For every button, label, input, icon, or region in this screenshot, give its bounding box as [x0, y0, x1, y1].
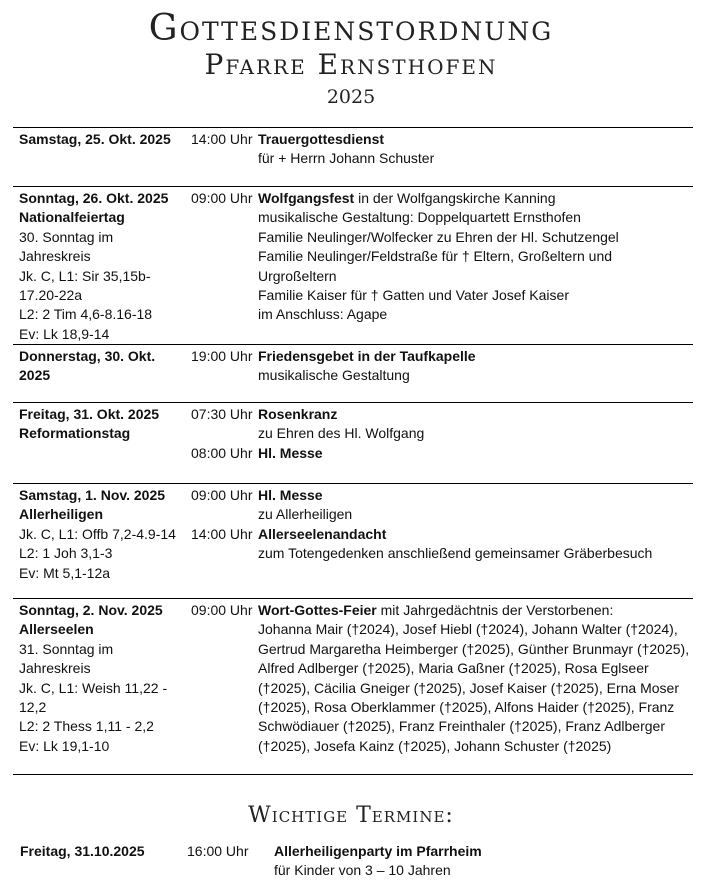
entry-time: 09:00 Uhr: [191, 190, 253, 206]
entry-detail: musikalische Gestaltung: Doppelquartett Ernsthofen: [258, 209, 581, 226]
entry-detail: Familie Kaiser für † Gatten und Vater Josef Kaiser: [258, 287, 569, 304]
day-info: 2025: [19, 367, 51, 384]
entry-time: 14:00 Uhr: [191, 131, 253, 147]
day-cell: [19, 347, 184, 386]
day-cell: [19, 486, 184, 583]
day-info: Jk. C, L1: Offb 7,2-4.9-14: [19, 525, 176, 542]
entry-title: [258, 486, 693, 505]
day-date: Samstag, 25. Okt. 2025: [19, 131, 171, 147]
entry-title-bold: Allerseelenandacht: [258, 526, 387, 542]
day-info: 12,2: [19, 699, 47, 716]
entry-title-bold: Wort-Gottes-Feier: [258, 602, 377, 618]
day-info: L2: 1 Joh 3,1-3: [19, 545, 113, 562]
entry-title-bold: Hl. Messe: [258, 445, 323, 461]
day-info: L2: 2 Tim 4,6-8.16-18: [19, 306, 153, 323]
day-info: 30. Sonntag im: [19, 228, 114, 245]
schedule-row: [13, 403, 693, 484]
entry-title: [258, 601, 693, 620]
entry-detail: für + Herrn Johann Schuster: [258, 150, 435, 167]
entry-title: [258, 444, 693, 463]
entry-detail: Johanna Mair (†2024), Josef Hiebl (†2024), Johann Walter (†2024),: [258, 621, 678, 638]
entry-detail: zum Totengedenken anschließend gemeinsamer Gräberbesuch: [258, 545, 653, 562]
entry-time: 08:00 Uhr: [191, 445, 253, 461]
entry-title-rest: in der Wolfgangskirche Kanning: [354, 190, 556, 206]
parish-name: Pfarre Ernsthofen: [204, 48, 498, 81]
entry-detail: (†2025), Rosa Oberklammer (†2025), Alfons Haider (†2025), Franz: [258, 699, 675, 716]
day-info: Reformationstag: [19, 425, 131, 442]
entry-time: 14:00 Uhr: [191, 526, 253, 542]
event-title: Allerheiligenparty im Pfarrheim: [274, 843, 482, 859]
entry-detail: (†2025), Cäcilia Gneiger (†2025), Josef Kaiser (†2025), Erna Moser: [258, 679, 679, 696]
day-cell: [19, 189, 184, 344]
event-detail: für Kinder von 3 – 10 Jahren: [274, 862, 451, 879]
entry-title-bold: Wolfgangsfest: [258, 190, 355, 206]
day-cell: [19, 130, 184, 149]
entry-detail: zu Allerheiligen: [258, 506, 353, 523]
entry-title-bold: Friedensgebet in der Taufkapelle: [258, 348, 476, 364]
entry-detail: Schwödiauer (†2025), Franz Freinthaler (†2025), Franz Adlberger: [258, 718, 665, 735]
day-date: Sonntag, 26. Okt. 2025: [19, 190, 169, 206]
day-date: Samstag, 1. Nov. 2025: [19, 487, 166, 503]
day-info: L2: 2 Thess 1,11 - 2,2: [19, 718, 154, 735]
year-label: 2025: [326, 86, 376, 108]
entry-title: [258, 525, 693, 544]
day-info: Jahreskreis: [19, 660, 91, 677]
entry-content: [258, 130, 693, 169]
day-info: Nationalfeiertag: [19, 209, 125, 226]
day-info: Allerseelen: [19, 621, 94, 638]
day-date: Sonntag, 2. Nov. 2025: [19, 602, 163, 618]
entry-time: 07:30 Uhr: [191, 406, 253, 422]
entry-title-rest: mit Jahrgedächtnis der Verstorbenen:: [376, 602, 614, 618]
entry-content: [258, 601, 693, 756]
entry-time: 09:00 Uhr: [191, 487, 253, 503]
entry-detail: (†2025), Josefa Kainz (†2025), Johann Schuster (†2025): [258, 737, 612, 754]
entry-time: 09:00 Uhr: [191, 602, 253, 618]
day-info: Ev: Mt 5,1-12a: [19, 564, 111, 581]
entry-title: [258, 189, 693, 208]
day-cell: [19, 405, 184, 444]
schedule-row: [13, 484, 693, 599]
entry-content: [258, 405, 693, 444]
schedule-table: [13, 127, 693, 775]
day-date: Donnerstag, 30. Okt.: [19, 348, 156, 364]
entry-title: [258, 347, 693, 366]
important-dates-heading: Wichtige Termine:: [248, 803, 454, 828]
day-info: Jk. C, L1: Sir 35,15b-: [19, 267, 151, 284]
entry-content: [258, 347, 693, 386]
entry-detail: im Anschluss: Agape: [258, 306, 388, 323]
day-info: Allerheiligen: [19, 506, 104, 523]
entry-content: [258, 525, 693, 564]
event-date: Freitag, 31.10.2025: [20, 843, 145, 859]
entry-detail: Familie Neulinger/Wolfecker zu Ehren der Hl. Schutzengel: [258, 228, 619, 245]
day-info: 17.20-22a: [19, 287, 83, 304]
day-info: Jk. C, L1: Weish 11,22 -: [19, 679, 168, 696]
event-content: [274, 842, 694, 881]
day-info: Jahreskreis: [19, 248, 91, 265]
entry-content: [258, 486, 693, 525]
entry-time: 19:00 Uhr: [191, 348, 253, 364]
schedule-row: [13, 187, 693, 345]
entry-title-bold: Hl. Messe: [258, 487, 323, 503]
day-cell: [19, 601, 184, 756]
entry-detail: zu Ehren des Hl. Wolfgang: [258, 425, 425, 442]
entry-content: [258, 189, 693, 325]
document-title: Gottesdienstordnung: [148, 8, 554, 49]
entry-detail: Gertrud Margaretha Heimberger (†2025), Günther Brunmayr (†2025),: [258, 640, 690, 657]
event-time: 16:00 Uhr: [187, 843, 249, 859]
schedule-row: [13, 128, 693, 187]
day-info: Ev: Lk 19,1-10: [19, 737, 110, 754]
day-date: Freitag, 31. Okt. 2025: [19, 406, 160, 422]
entry-detail: Alfred Adlberger (†2025), Maria Gaßner (†2025), Rosa Eglseer: [258, 660, 649, 677]
entry-content: [258, 444, 693, 463]
day-info: Ev: Lk 18,9-14: [19, 325, 110, 342]
entry-title: [258, 405, 693, 424]
entry-title-bold: Trauergottesdienst: [258, 131, 385, 147]
entry-title-bold: Rosenkranz: [258, 406, 338, 422]
entry-detail: Familie Neulinger/Feldstraße für † Eltern, Großeltern und Urgroßeltern: [258, 248, 613, 284]
schedule-row: [13, 345, 693, 403]
day-info: 31. Sonntag im: [19, 640, 114, 657]
entry-detail: musikalische Gestaltung: [258, 367, 410, 384]
entry-title: [258, 130, 693, 149]
schedule-row: [13, 599, 693, 775]
